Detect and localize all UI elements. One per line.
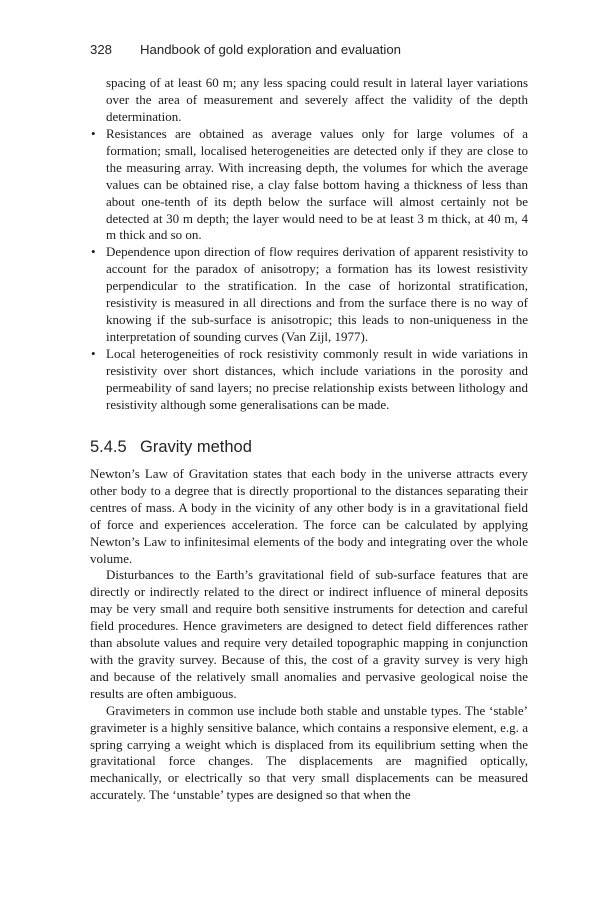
bullet-list bbox=[90, 126, 528, 413]
section-body bbox=[90, 466, 528, 804]
bullet-item bbox=[90, 244, 528, 345]
bullet-icon: • bbox=[91, 244, 96, 260]
section-number: 5.4.5 bbox=[90, 438, 127, 456]
page-number: 328 bbox=[90, 42, 113, 57]
bullet-item bbox=[90, 126, 528, 244]
body-paragraph: Newton’s Law of Gravitation states that each body in the universe attracts every other body to a degree that is directly proportional to the distances separating their centres of mass. A body in the vicinity of any other body is in a gravitational field of force and experiences acceleration. The force can be calculated by applying Newton’s Law to infinitesimal elements of the body and integrating over the whole volume. bbox=[90, 466, 528, 566]
section-heading bbox=[90, 438, 252, 457]
continuation-paragraph: spacing of at least 60 m; any less spacing could result in lateral layer variations over the area of measurement and severely affect the validity of the depth determination. bbox=[106, 75, 528, 124]
running-header bbox=[90, 42, 401, 57]
body-paragraph: Gravimeters in common use include both stable and unstable types. The ‘stable’ gravimeter is a highly sensitive balance, which contains a responsive element, e.g. a spring carrying a weight which is displaced from its equilibrium setting when the gravitational force changes. The displacements are magnified optically, mechanically, or electrically so that very small displacements can be measured accurately. The ‘unstable’ types are designed so that when the bbox=[90, 702, 528, 803]
continuation-text bbox=[106, 75, 528, 126]
bullet-text: Local heterogeneities of rock resistivity commonly result in wide variations in resistivity over short distances, which include variations in the porosity and permeability of sand layers; no precise relationship exists between lithology and resistivity although some generalisations can be made. bbox=[106, 345, 528, 412]
bullet-text: Dependence upon direction of flow requires derivation of apparent resistivity to account for the paradox of anisotropy; a formation has its lowest resistivity perpendicular to the stratification. In the case of horizontal stratification, resistivity is measured in all directions and from the surface there is no way of knowing if the sub-surface is anisotropic; this leads to non-uniqueness in the interpretation of sounding curves (Van Zijl, 1977). bbox=[106, 244, 528, 344]
bullet-icon: • bbox=[91, 126, 96, 141]
section-title: Gravity method bbox=[140, 438, 252, 456]
bullet-text: Resistances are obtained as average values only for large volumes of a formation; small, localised heterogeneities are detected only if they are close to the measuring array. With increasing depth, the volumes for which the average values can be obtained rise, a clay false bottom having a thickness of less than about one-tenth of its depth below the surface will almost certainly not be detected at 30 m depth; the layer would need to be at least 3 m thick, at 40 m, 4 m thick and so on. bbox=[106, 126, 528, 243]
bullet-item bbox=[90, 346, 528, 414]
body-paragraph: Disturbances to the Earth’s gravitational field of sub-surface features that are directly or indirectly related to the direct or indirect influence of mineral deposits may be very small and require both sensitive instruments for detection and careful field procedures. Hence gravimeters are designed to detect field differences rather than absolute values and require very detailed topographic mapping in conjunction with the gravity survey. Because of this, the cost of a gravity survey is very high and because of the relatively small anomalies and pervasive geological noise the results are often ambiguous. bbox=[90, 567, 528, 701]
running-title: Handbook of gold exploration and evaluation bbox=[140, 42, 402, 57]
bullet-icon: • bbox=[91, 345, 96, 361]
